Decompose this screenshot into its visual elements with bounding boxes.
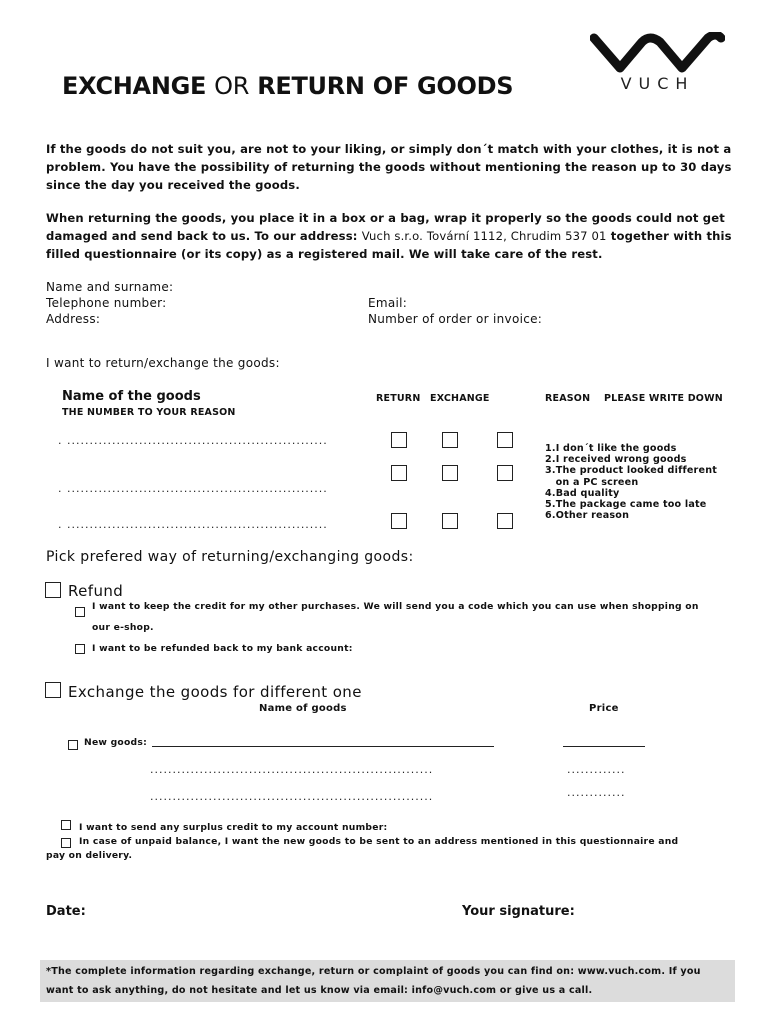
reason-item: 3.The product looked different	[545, 465, 718, 477]
new-goods-price-2[interactable]: .............	[567, 763, 626, 776]
title-part-exchange: EXCHANGE	[62, 72, 207, 100]
date-label[interactable]: Date:	[46, 904, 86, 919]
reason-item: on a PC screen	[545, 476, 639, 488]
company-address: Vuch s.r.o. Tovární 1112, Chrudim 537 01	[361, 229, 607, 243]
brand-name: VUCH	[620, 74, 695, 93]
new-goods-checkbox[interactable]	[68, 740, 78, 750]
return-column-header: RETURN	[376, 393, 421, 404]
intro-paragraph-2-text: When returning the goods, you place it in a box or a bag, wrap it properly so the goods could not get damaged and send back to us. To our address:	[46, 211, 725, 243]
write-down-header: PLEASE WRITE DOWN	[604, 393, 723, 404]
reason-column-header: REASON	[545, 393, 591, 404]
reason-item: 6.Other reason	[545, 510, 630, 522]
unpaid-balance-label-cont: pay on delivery.	[46, 850, 133, 861]
vuch-logo-mark-icon	[590, 32, 725, 74]
name-field-label[interactable]: Name and surname:	[46, 280, 174, 294]
new-goods-price-line[interactable]	[563, 746, 645, 747]
page-title	[62, 72, 513, 100]
intro-paragraph-2	[46, 209, 736, 263]
goods-name-header: Name of the goods	[62, 389, 201, 404]
keep-credit-checkbox[interactable]	[75, 607, 85, 617]
exchange-column-header: EXCHANGE	[430, 393, 490, 404]
intro-paragraph-2-tail: together with this filled questionnaire (or its copy) as a registered mail. We will take care of the rest.	[46, 229, 732, 261]
reason-item: 1.I don´t like the goods	[545, 443, 677, 454]
goods-row-2-exchange-checkbox[interactable]	[442, 465, 458, 481]
title-part-return: RETURN OF GOODS	[257, 72, 514, 100]
email-field-label[interactable]: Email:	[368, 296, 408, 310]
reason-item: 4.Bad quality	[545, 487, 620, 499]
goods-row-2-return-checkbox[interactable]	[391, 465, 407, 481]
bank-refund-label: I want to be refunded back to my bank account:	[92, 643, 353, 654]
surplus-credit-checkbox[interactable]	[61, 820, 71, 830]
signature-label[interactable]: Your signature:	[462, 904, 575, 919]
new-goods-price-3[interactable]: .............	[567, 786, 626, 799]
footer-note	[40, 960, 735, 1002]
price-column: Price	[589, 703, 619, 714]
goods-row-2-reason-box[interactable]	[497, 465, 513, 481]
goods-row-3-name[interactable]: . ..........................................................	[58, 518, 328, 531]
footer-line-2: want to ask anything, do not hesitate and let us know via email: info@vuch.com or give us a call.	[46, 985, 593, 996]
name-of-goods-column: Name of goods	[259, 703, 347, 714]
goods-row-2-name[interactable]: . ..........................................................	[58, 482, 328, 495]
brand-logo	[590, 32, 725, 94]
method-heading: Pick prefered way of returning/exchanging goods:	[46, 549, 414, 565]
reason-item: 2.I received wrong goods	[545, 454, 687, 466]
goods-name-subheader: THE NUMBER TO YOUR REASON	[62, 407, 236, 418]
new-goods-line-2[interactable]: ...............................................................	[150, 763, 434, 776]
goods-row-1-return-checkbox[interactable]	[391, 432, 407, 448]
new-goods-label: New goods:	[84, 737, 148, 748]
intro-paragraph-1: If the goods do not suit you, are not to your liking, or simply don´t match with your clothes, it is not a problem. You have the possibility of returning the goods without mentioning the reason up to 30 days since the day you received the goods.	[46, 142, 732, 192]
refund-label: Refund	[68, 582, 124, 600]
goods-row-1-name[interactable]: . ..........................................................	[58, 434, 328, 447]
keep-credit-label-cont: our e-shop.	[92, 622, 154, 633]
title-part-or: OR	[214, 72, 250, 100]
order-number-field-label[interactable]: Number of order or invoice:	[368, 312, 543, 326]
surplus-credit-label: I want to send any surplus credit to my account number:	[79, 822, 388, 833]
new-goods-line-3[interactable]: ...............................................................	[150, 790, 434, 803]
goods-row-1-exchange-checkbox[interactable]	[442, 432, 458, 448]
goods-intro: I want to return/exchange the goods:	[46, 356, 280, 370]
exchange-label: Exchange the goods for different one	[68, 683, 362, 701]
unpaid-balance-checkbox[interactable]	[61, 838, 71, 848]
keep-credit-label: I want to keep the credit for my other purchases. We will send you a code which you can use when shopping on	[92, 601, 699, 612]
phone-field-label[interactable]: Telephone number:	[46, 296, 167, 310]
new-goods-line[interactable]	[152, 746, 494, 747]
goods-row-3-return-checkbox[interactable]	[391, 513, 407, 529]
exchange-checkbox[interactable]	[45, 682, 61, 698]
reason-list	[545, 443, 717, 521]
goods-row-3-reason-box[interactable]	[497, 513, 513, 529]
goods-row-1-reason-box[interactable]	[497, 432, 513, 448]
reason-item: 5.The package came too late	[545, 499, 707, 511]
refund-checkbox[interactable]	[45, 582, 61, 598]
footer-line-1: *The complete information regarding exchange, return or complaint of goods you can find on: www.vuch.com. If you	[46, 966, 701, 977]
goods-row-3-exchange-checkbox[interactable]	[442, 513, 458, 529]
unpaid-balance-label: In case of unpaid balance, I want the new goods to be sent to an address mentioned in this questionnaire and	[79, 836, 679, 847]
address-field-label[interactable]: Address:	[46, 312, 101, 326]
bank-refund-checkbox[interactable]	[75, 644, 85, 654]
